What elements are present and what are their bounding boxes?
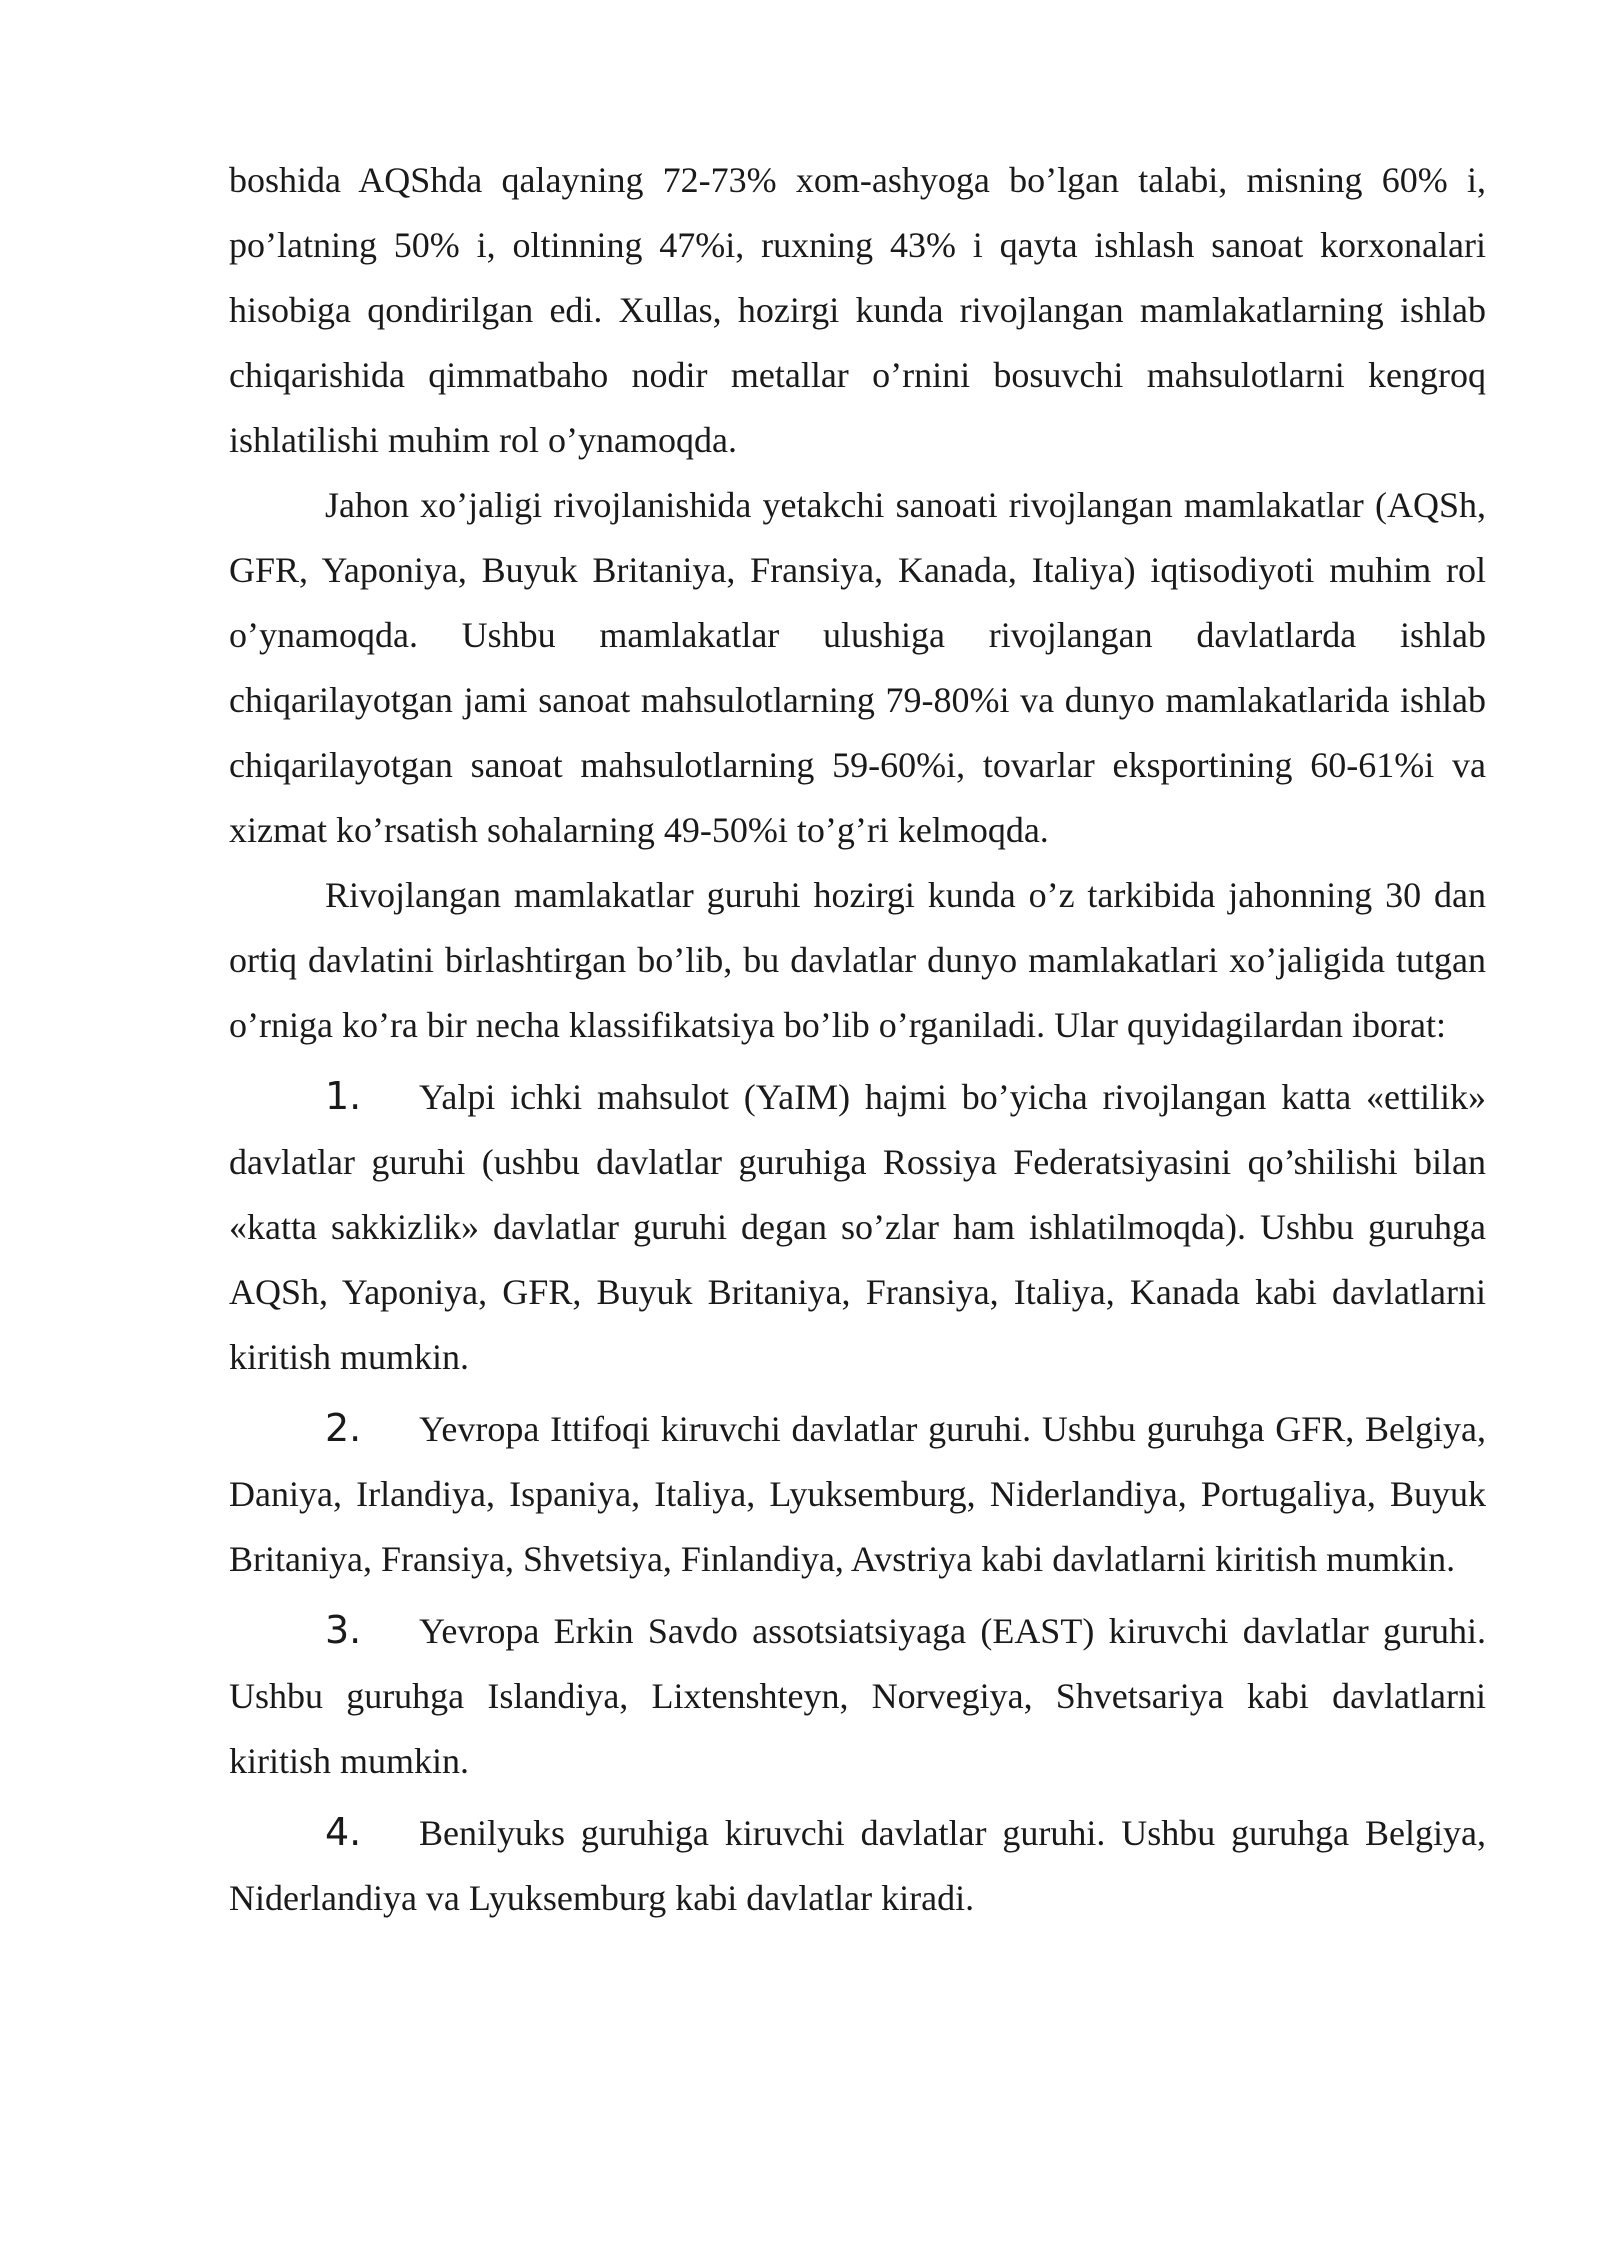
- list-item-text: Yevropa Erkin Savdo assotsiatsiyaga (EAST) kiruvchi davlatlar guruhi. Ushbu guruhga Islandiya, Lixtenshteyn, Norvegiya, Shvetsariya kabi davlatlarni kiritish mumkin.: [229, 1611, 1486, 1781]
- list-item-text: Yalpi ichki mahsulot (YaIM) hajmi bo’yicha rivojlangan katta «ettilik» davlatlar guruhi (ushbu davlatlar guruhiga Rossiya Federatsiyasini qo’shilishi bilan «katta sakkizlik» davlatlar guruhi degan so’zlar ham ishlatilmoqda). Ushbu guruhga AQSh, Yaponiya, GFR, Buyuk Britaniya, Fransiya, Italiya, Kanada kabi davlatlarni kiritish mumkin.: [229, 1077, 1486, 1377]
- list-item: [229, 1598, 1486, 1794]
- paragraph-classification-intro: Rivojlangan mamlakatlar guruhi hozirgi kunda o’z tarkibida jahonning 30 dan ortiq davlatini birlashtirgan bo’lib, bu davlatlar dunyo mamlakatlari xo’jaligida tutgan o’rniga ko’ra bir necha klassifikatsiya bo’lib o’rganiladi. Ular quyidagilardan iborat:: [229, 875, 1486, 1045]
- list-item-number: 1.: [325, 1074, 362, 1118]
- list-item: [229, 1800, 1486, 1931]
- document-body: [229, 148, 1486, 1931]
- list-item-text: Yevropa Ittifoqi kiruvchi davlatlar guruhi. Ushbu guruhga GFR, Belgiya, Daniya, Irlandiya, Ispaniya, Italiya, Lyuksemburg, Niderlandiya, Portugaliya, Buyuk Britaniya, Fransiya, Shvetsiya, Finlandiya, Avstriya kabi davlatlarni kiritish mumkin.: [229, 1409, 1486, 1579]
- list-item-number: 2.: [325, 1406, 362, 1450]
- paragraph-developed-economies: Jahon xo’jaligi rivojlanishida yetakchi sanoati rivojlangan mamlakatlar (AQSh, GFR, Yaponiya, Buyuk Britaniya, Fransiya, Kanada, Italiya) iqtisodiyoti muhim rol o’ynamoqda. Ushbu mamlakatlar ulushiga rivojlangan davlatlarda ishlab chiqarilayotgan jami sanoat mahsulotlarning 79-80%i va dunyo mamlakatlarida ishlab chiqarilayotgan sanoat mahsulotlarning 59-60%i, tovarlar eksportining 60-61%i va xizmat ko’rsatish sohalarning 49-50%i to’g’ri kelmoqda.: [229, 485, 1486, 850]
- list-item: [229, 1396, 1486, 1592]
- paragraph-continuation: boshida AQShda qalayning 72-73% xom-ashyoga bo’lgan talabi, misning 60% i, po’latning 50% i, oltinning 47%i, ruxning 43% i qayta ishlash sanoat korxonalari hisobiga qondirilgan edi. Xullas, hozirgi kunda rivojlangan mamlakatlarning ishlab chiqarishida qimmatbaho nodir metallar o’rnini bosuvchi mahsulotlarni kengroq ishlatilishi muhim rol o’ynamoqda.: [229, 160, 1486, 460]
- list-item: [229, 1064, 1486, 1390]
- list-item-number: 3.: [325, 1608, 362, 1652]
- list-item-number: 4.: [325, 1810, 362, 1854]
- list-item-text: Benilyuks guruhiga kiruvchi davlatlar guruhi. Ushbu guruhga Belgiya, Niderlandiya va Lyuksemburg kabi davlatlar kiradi.: [229, 1813, 1486, 1918]
